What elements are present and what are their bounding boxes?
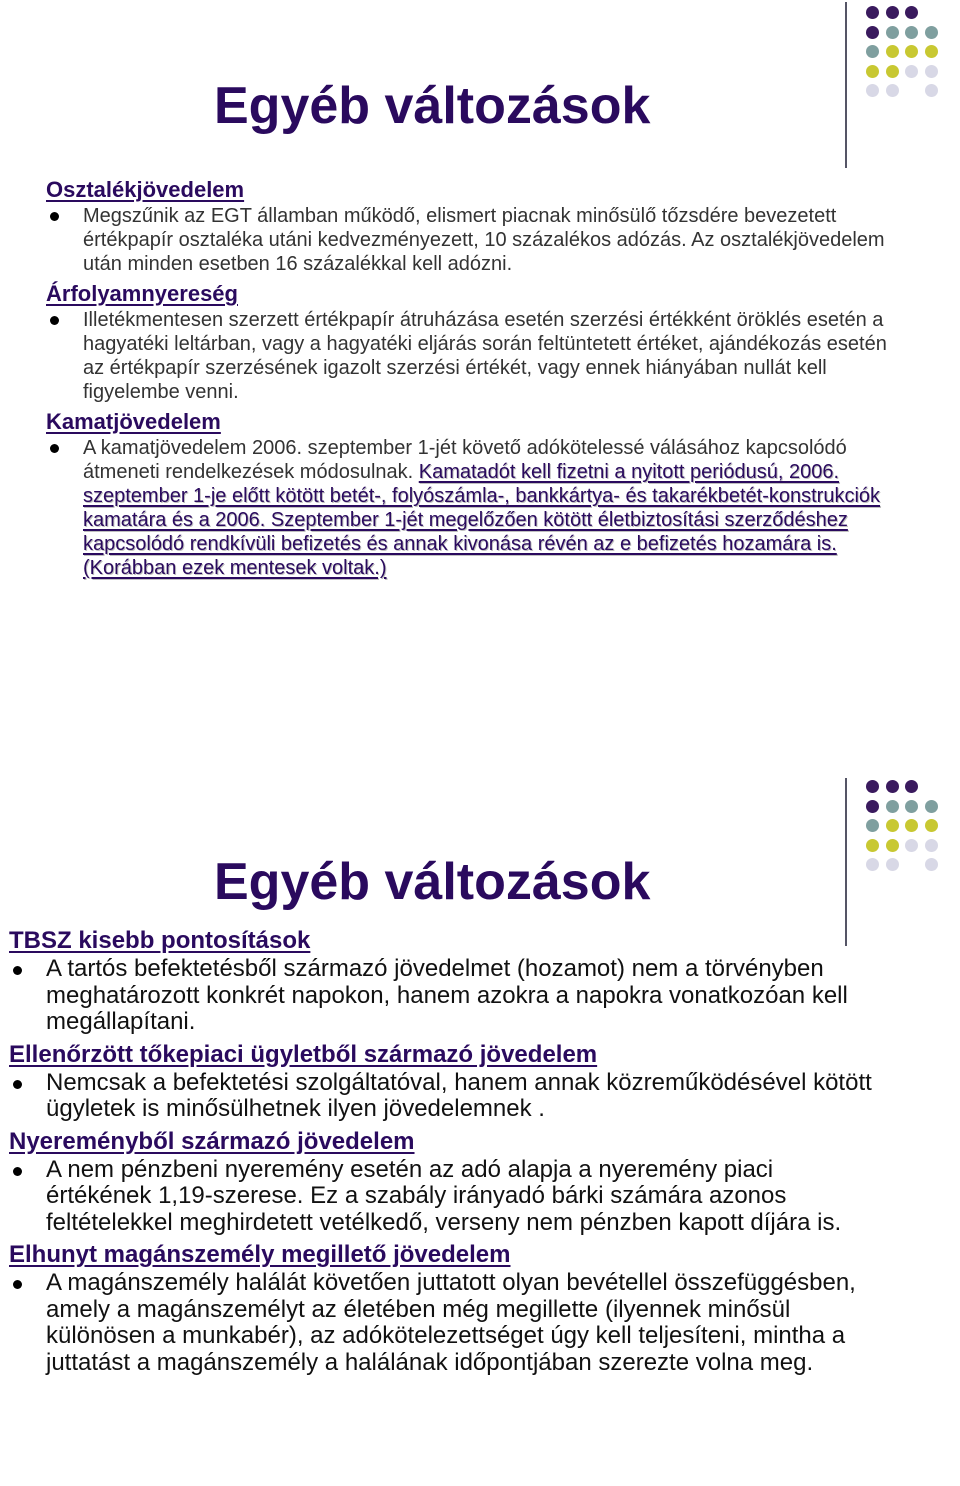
bullet-dot-icon [50,444,59,453]
decorative-vertical-line [845,778,847,946]
decorative-dot-icon [886,65,899,78]
decorative-dot-icon [925,65,938,78]
bullet-dot-icon [13,1167,22,1176]
decorative-dot-icon [886,780,899,793]
list-item [9,956,879,1036]
bullet-text: A nem pénzbeni nyeremény esetén az adó alapja a nyeremény piaci értékének 1,19-szerese. Ez a szabály irányadó bárki számára azonos feltételekkel meghirdetett vetélkedő, verseny nem pénzben kapott díjára is. [46,1155,842,1236]
decorative-dot-icon [905,839,918,852]
decorative-dot-icon [866,26,879,39]
bullet-text: A tartós befektetésből származó jövedelmet (hozamot) nem a törvényben meghatározott konkrét napokon, hanem azokra a napokra vonatkozóan kell megállapítani. [46,955,848,1035]
slide-content [9,926,879,1376]
slide-title: Egyéb változások [214,77,651,135]
bullet-text: Illetékmentesen szerzett értékpapír átruházása esetén szerzési értékként öröklés esetén a hagyatéki leltárban, vagy a hagyatéki eljárás során feltüntetett értéket, ajándékozás esetén az értékpapír szerzésének igazolt szerzési értékét, vagy ennek hiányában nullát kell figyelembe venni. [83,309,887,403]
decorative-dot-icon [925,45,938,58]
decorative-dot-icon [886,800,899,813]
section-heading: Ellenőrzött tőkepiaci ügyletből származó jövedelem [9,1040,598,1068]
section-elhunyt-maganszemely [9,1240,879,1376]
highlighted-text: Kamatadót kell fizetni a nyitott periódusú, 2006. szeptember 1-je előtt kötött betét-, folyószámla-, bankkártya- és takarékbetét-konstrukciók kamatára és a 2006. Szeptember 1-jét megelőzően kötött életbiztosítási szerződéshez kapcsolódó rendkívüli befizetés és annak kivonása révén az e befizetés hozamára is. (Korábban ezek mentesek voltak.) [83,461,881,579]
slide-1 [0,0,960,700]
list-item [46,204,906,276]
list-item [46,308,906,404]
slide-title: Egyéb változások [214,853,651,911]
bullet-text: Megszűnik az EGT államban működő, elismert piacnak minősülő tőzsdére bevezetett értékpapír osztaléka utáni kedvezményezett, 10 százalékos adózás. Az osztalékjövedelem után minden esetben 16 százalékkal kell adózni. [83,205,885,275]
decorative-dot-icon [905,780,918,793]
decorative-dot-icon [886,839,899,852]
decorative-dot-icon [886,84,899,97]
decorative-dot-icon [905,26,918,39]
section-heading: Kamatjövedelem [46,409,221,434]
section-heading: Nyereményből származó jövedelem [9,1127,415,1155]
decorative-dot-icon [925,84,938,97]
bullet-dot-icon [13,966,22,975]
bullet-text: A magánszemély halálát követően juttatott olyan bevétellel összefüggésben, amely a magánszemélyt az életében még megillette (ilyennek minősül különösen a munkabér), az adókötelezettséget úgy kell teljesíteni, mintha a juttatást a magánszemély a halálának időpontjában szerezte volna meg. [46,1269,856,1376]
decorative-dot-icon [905,800,918,813]
section-arfolyamnyereseg [46,280,906,404]
decorative-dot-icon [905,6,918,19]
slide-2 [0,776,960,1486]
decorative-dot-icon [886,858,899,871]
decorative-dot-icon [866,6,879,19]
bullet-text: A kamatjövedelem 2006. szeptember 1-jét követő adókötelessé válásához kapcsolódó átmeneti rendelkezések módosulnak. [83,437,847,483]
decorative-dot-icon [905,819,918,832]
decorative-dot-icon [886,26,899,39]
list-item [9,1070,879,1123]
section-heading: Árfolyamnyereség [46,281,238,306]
decorative-dot-icon [866,45,879,58]
decorative-dot-icon [905,45,918,58]
bullet-dot-icon [50,212,59,221]
decorative-dot-icon [866,780,879,793]
decorative-dot-icon [866,84,879,97]
slide-content [46,176,906,580]
list-item [46,436,906,580]
decorative-dot-icon [866,819,879,832]
bullet-dot-icon [13,1280,22,1289]
section-kamatjovedelem [46,408,906,580]
list-item [9,1270,879,1376]
decorative-dot-icon [886,45,899,58]
section-heading: Osztalékjövedelem [46,177,245,202]
section-osztalekjovedelem [46,176,906,276]
section-ellenorzott-tokepiaci [9,1040,879,1123]
list-item [9,1157,879,1237]
decorative-dot-icon [925,839,938,852]
decorative-dot-icon [886,819,899,832]
decorative-dot-icon [905,65,918,78]
bullet-text: Nemcsak a befektetési szolgáltatóval, hanem annak közreműködésével kötött ügyletek is minősülhetnek ilyen jövedelemnek . [46,1068,872,1122]
decorative-vertical-line [845,2,847,168]
decorative-dot-icon [925,819,938,832]
decorative-dot-icon [886,6,899,19]
decorative-dot-icon [866,65,879,78]
decorative-dot-icon [866,858,879,871]
section-heading: Elhunyt magánszemély megillető jövedelem [9,1241,511,1268]
decorative-dot-icon [866,800,879,813]
section-heading: TBSZ kisebb pontosítások [9,927,311,954]
section-tbsz [9,926,879,1036]
decorative-dot-icon [925,858,938,871]
decorative-dot-icon [925,26,938,39]
section-nyeremeny [9,1127,879,1237]
bullet-dot-icon [50,316,59,325]
decorative-dot-icon [925,800,938,813]
decorative-dot-icon [866,839,879,852]
bullet-dot-icon [13,1080,22,1089]
